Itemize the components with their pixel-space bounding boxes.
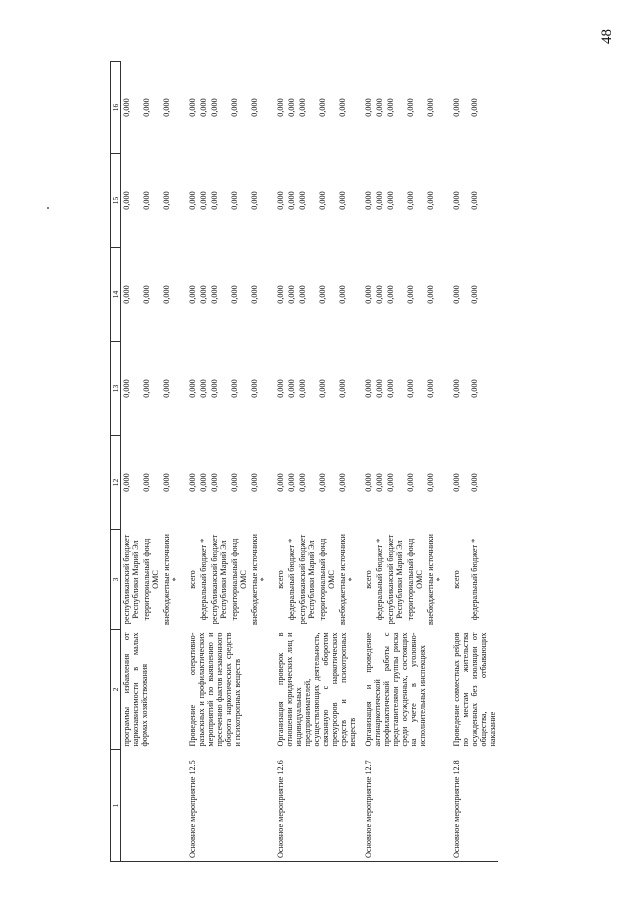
col-head-13: 13 [111,342,121,436]
measure-name: Основное мероприятие 12.8 [451,750,498,862]
funding-source: федеральный бюджет * [470,538,480,621]
amount-cell: 0,000 [298,285,307,304]
amount-cell: 0,000 [199,191,208,210]
measure-description: Организация проверок в отношении юридических лиц и индивидуальных предпринимателей, осуществляющих деятельность, связанную с оборотом прекурсоров наркотических средств и психотропных веществ [276,632,357,747]
amount-cell: 0,000 [406,191,415,210]
funding-source: республиканский бюджет Республики Марий Эл [298,534,316,625]
amount-cell: 0,000 [199,285,208,304]
col-head-1: 1 [111,750,121,862]
amount-cell: 0,000 [276,285,285,304]
amount-cell: 0,000 [426,379,435,398]
amount-cell: 0,000 [470,285,480,304]
amount-cell: 0,000 [230,473,239,492]
amount-cell: 0,000 [276,191,285,210]
amount-cell: 0,000 [364,379,373,398]
col-head-2: 2 [111,630,121,750]
funding-source: внебюджетные источники * [162,534,180,625]
amount-cell: 0,000 [162,285,171,304]
amount-cell: 0,000 [210,285,219,304]
amount-cell: 0,000 [250,98,259,117]
col-head-15: 15 [111,154,121,248]
amount-cell: 0,000 [364,98,373,117]
funding-source: федеральный бюджет * [375,538,384,621]
measure-description: программы избавления от наркозависимости в малых формах хозяйствования [122,632,149,747]
funding-source: республиканский бюджет Республики Марий Эл [210,534,228,625]
amount-cell: 0,000 [470,473,480,492]
amount-cell: 0,000 [452,379,461,398]
amount-cell: 0,000 [188,379,197,398]
measure-description: Проведение совместных рейдов по местам жительства осужденных без изоляции от общества, отбывающих наказание [452,632,497,747]
amount-cell: 0,000 [230,285,239,304]
funding-source: республиканский бюджет Республики Марий Эл [386,534,404,625]
funding-source: территориальный фонд ОМС [318,538,336,621]
funding-source: территориальный фонд ОМС [142,538,160,621]
amount-cell: 0,000 [386,98,395,117]
amount-cell: 0,000 [142,285,151,304]
amount-cell: 0,000 [375,285,384,304]
measure-name: Основное мероприятие 12.5 [187,750,275,862]
amount-cell: 0,000 [452,98,461,117]
amount-cell: 0,000 [199,473,208,492]
amount-cell: 0,000 [375,98,384,117]
amount-cell: 0,000 [210,379,219,398]
amount-cell: 0,000 [452,191,461,210]
amount-cell: 0,000 [287,473,296,492]
amount-cell: 0,000 [470,98,480,117]
amount-cell: 0,000 [364,473,373,492]
amount-cell: 0,000 [318,285,327,304]
table-row [451,62,469,862]
amount-cell: 0,000 [386,379,395,398]
amount-cell: 0,000 [470,191,480,210]
amount-cell: 0,000 [318,98,327,117]
amount-cell: 0,000 [250,285,259,304]
amount-cell: 0,000 [162,473,171,492]
amount-cell: 0,000 [250,191,259,210]
amount-cell: 0,000 [406,473,415,492]
measure-name [121,750,188,862]
scan-speck [47,207,49,209]
amount-cell: 0,000 [188,473,197,492]
funding-source: всего [188,570,197,589]
amount-cell: 0,000 [199,98,208,117]
rotated-table-container [110,62,625,862]
funding-source: республиканский бюджет Республики Марий Эл [122,534,140,625]
amount-cell: 0,000 [210,98,219,117]
amount-cell: 0,000 [276,473,285,492]
amount-cell: 0,000 [210,473,219,492]
amount-cell: 0,000 [406,98,415,117]
amount-cell: 0,000 [452,285,461,304]
amount-cell: 0,000 [470,379,480,398]
amount-cell: 0,000 [338,379,347,398]
column-number-row [111,62,121,862]
measure-description: Проведение оперативно-разыскных и профилактических мероприятий по выявлению и пресечению фактов незаконного оборота наркотических средств и психотропных веществ [188,632,242,747]
amount-cell: 0,000 [338,473,347,492]
amount-cell: 0,000 [298,98,307,117]
amount-cell: 0,000 [287,98,296,117]
amount-cell: 0,000 [375,379,384,398]
amount-cell: 0,000 [230,191,239,210]
funding-source: внебюджетные источники * [250,534,268,625]
amount-cell: 0,000 [287,191,296,210]
table-row [187,62,198,862]
amount-cell: 0,000 [426,191,435,210]
table-body [121,62,499,862]
amount-cell: 0,000 [122,285,131,304]
amount-cell: 0,000 [287,285,296,304]
amount-cell: 0,000 [426,98,435,117]
funding-source: территориальный фонд ОМС [230,538,248,621]
amount-cell: 0,000 [426,285,435,304]
amount-cell: 0,000 [188,98,197,117]
amount-cell: 0,000 [406,285,415,304]
amount-cell: 0,000 [386,191,395,210]
amount-cell: 0,000 [230,379,239,398]
amount-cell: 0,000 [142,191,151,210]
funding-source: всего [276,570,285,589]
amount-cell: 0,000 [298,379,307,398]
amount-cell: 0,000 [364,191,373,210]
funding-source: внебюджетные источники * [338,534,356,625]
amount-cell: 0,000 [276,379,285,398]
amount-cell: 0,000 [142,379,151,398]
amount-cell: 0,000 [386,285,395,304]
table-row [121,62,142,862]
amount-cell: 0,000 [188,285,197,304]
budget-table [110,61,498,862]
col-head-12: 12 [111,436,121,530]
table-row [363,62,374,862]
amount-cell: 0,000 [230,98,239,117]
table-row [275,62,286,862]
amount-cell: 0,000 [162,98,171,117]
amount-cell: 0,000 [318,191,327,210]
measure-description: Организация и проведение антинаркотической профилактической работы с представителями группы риска среди осужденных, состоящих на учете в уголовно-исполнительных инспекциях [364,632,427,747]
amount-cell: 0,000 [375,473,384,492]
amount-cell: 0,000 [426,473,435,492]
col-head-14: 14 [111,248,121,342]
amount-cell: 0,000 [298,473,307,492]
amount-cell: 0,000 [122,473,131,492]
amount-cell: 0,000 [122,191,131,210]
amount-cell: 0,000 [338,191,347,210]
amount-cell: 0,000 [250,473,259,492]
amount-cell: 0,000 [210,191,219,210]
amount-cell: 0,000 [452,473,461,492]
amount-cell: 0,000 [386,473,395,492]
amount-cell: 0,000 [162,379,171,398]
funding-source: территориальный фонд ОМС [406,538,424,621]
funding-source: всего [452,570,461,589]
amount-cell: 0,000 [142,473,151,492]
amount-cell: 0,000 [406,379,415,398]
amount-cell: 0,000 [298,191,307,210]
amount-cell: 0,000 [188,191,197,210]
col-head-16: 16 [111,62,121,154]
amount-cell: 0,000 [122,379,131,398]
funding-source: внебюджетные источники * [426,534,444,625]
col-head-3: 3 [111,530,121,630]
page-number: 48 [599,29,615,44]
amount-cell: 0,000 [338,285,347,304]
amount-cell: 0,000 [318,379,327,398]
amount-cell: 0,000 [338,98,347,117]
funding-source: всего [364,570,373,589]
amount-cell: 0,000 [122,98,131,117]
amount-cell: 0,000 [199,379,208,398]
funding-source: федеральный бюджет * [287,538,296,621]
amount-cell: 0,000 [375,191,384,210]
measure-name: Основное мероприятие 12.7 [363,750,451,862]
amount-cell: 0,000 [250,379,259,398]
amount-cell: 0,000 [162,191,171,210]
measure-name: Основное мероприятие 12.6 [275,750,363,862]
amount-cell: 0,000 [287,379,296,398]
amount-cell: 0,000 [276,98,285,117]
amount-cell: 0,000 [318,473,327,492]
amount-cell: 0,000 [364,285,373,304]
amount-cell: 0,000 [142,98,151,117]
funding-source: федеральный бюджет * [199,538,208,621]
